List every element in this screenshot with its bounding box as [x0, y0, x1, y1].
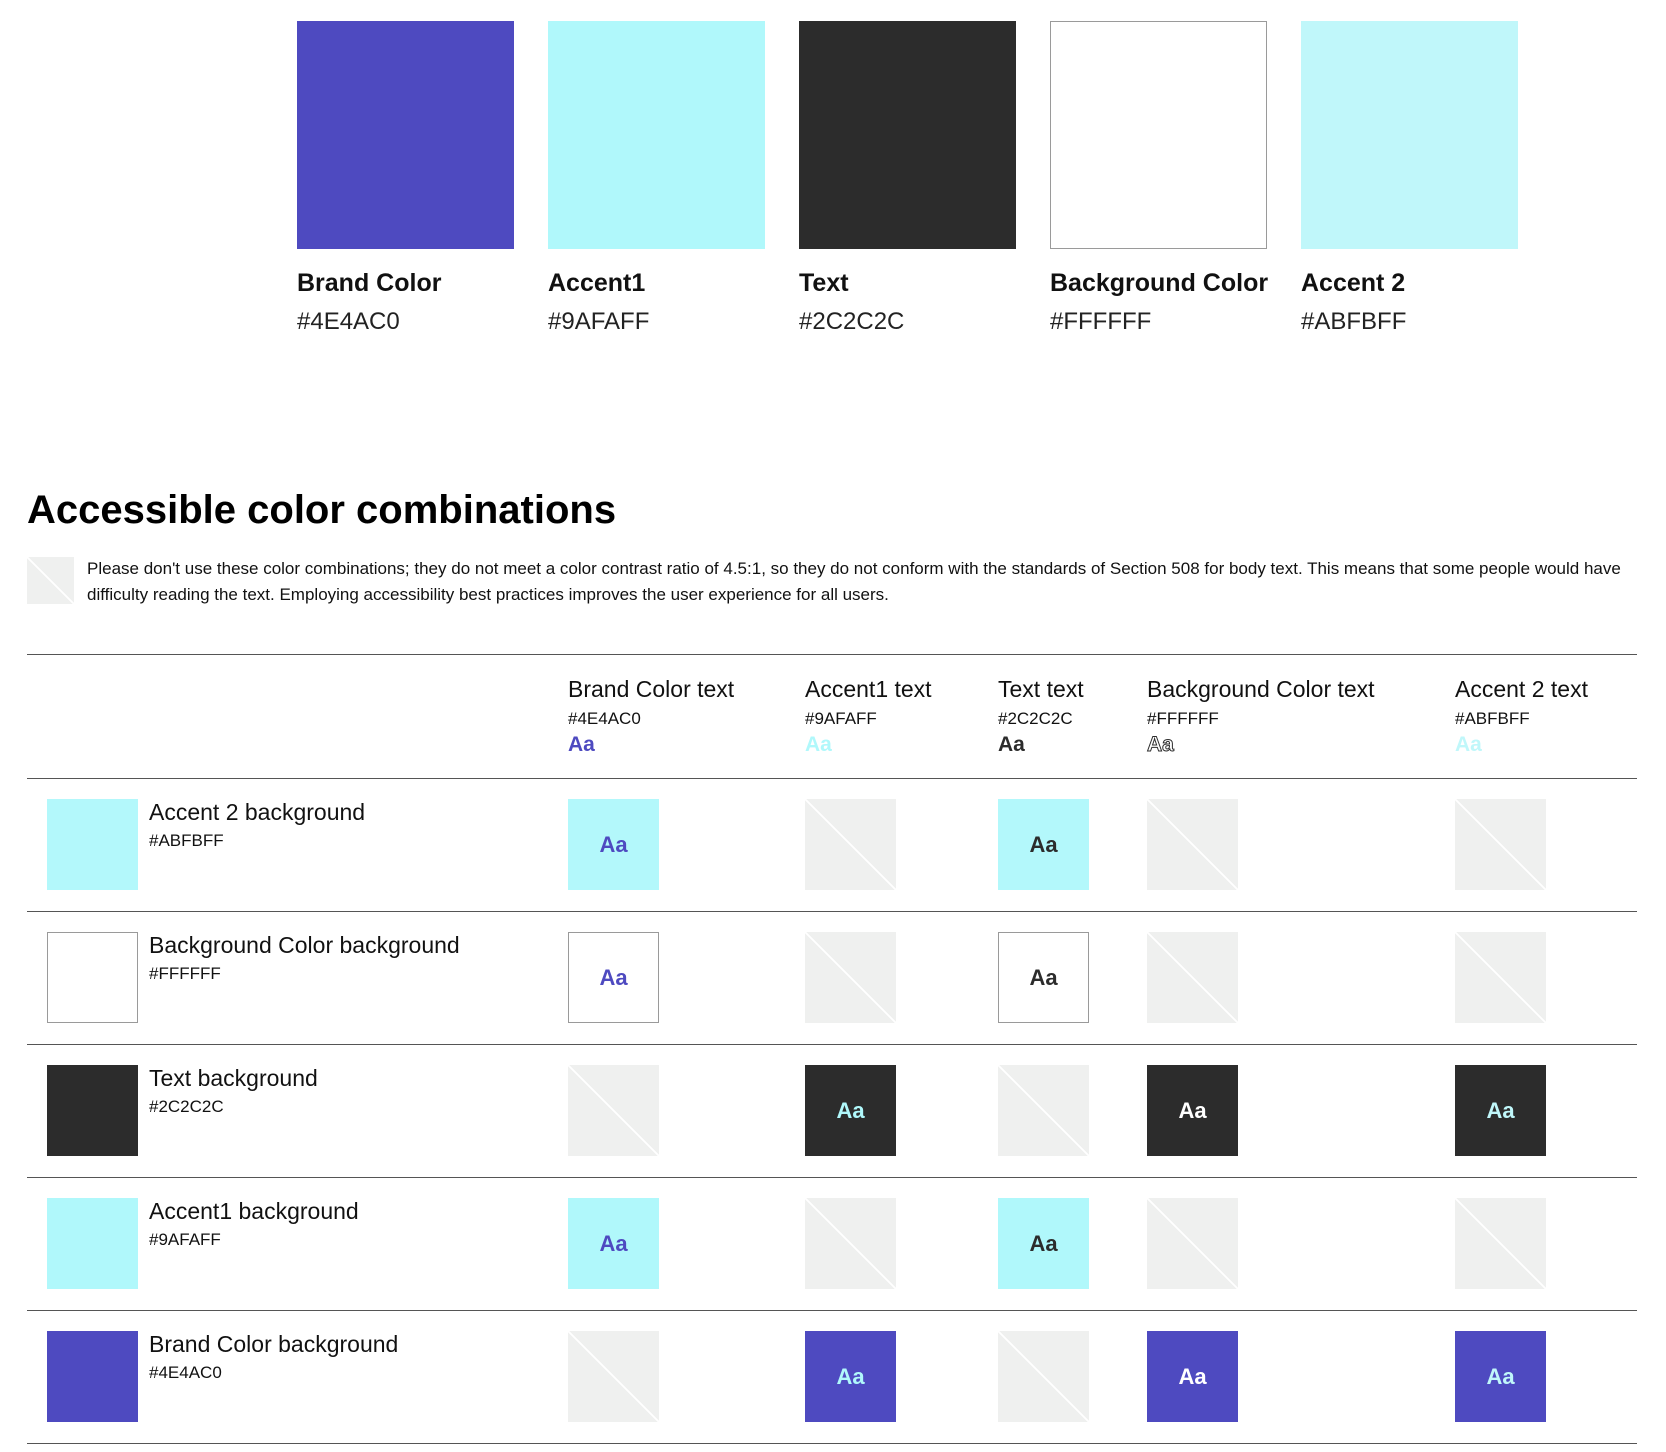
- row-label: Accent 2 background: [149, 799, 366, 825]
- combo-cell: Aa: [1147, 1331, 1238, 1422]
- accessibility-notice: Please don't use these color combinations; they do not meet a color contrast ratio of 4.5:1, so they do not conform with the standards of Section 508 for body text. This means that some people would have difficulty reading the text. Employing accessibility best practices improves the user experience for all users.: [87, 559, 1621, 604]
- row-hex: #4E4AC0: [149, 1363, 222, 1382]
- row-hex: #ABFBFF: [149, 831, 224, 850]
- palette-hex: #2C2C2C: [799, 308, 905, 335]
- palette-swatch: [799, 21, 1016, 249]
- combo-cell: Aa: [568, 799, 659, 890]
- row-swatch: [47, 932, 138, 1023]
- not-accessible-swatch-icon: [27, 557, 74, 604]
- combo-cell: Aa: [998, 932, 1089, 1023]
- palette-hex: #ABFBFF: [1301, 308, 1407, 335]
- inaccessible-combo-icon: [568, 1065, 659, 1156]
- divider: [27, 1443, 1637, 1444]
- combo-cell: Aa: [568, 932, 659, 1023]
- row-label: Text background: [149, 1065, 318, 1091]
- palette-hex: #9AFAFF: [548, 308, 650, 335]
- inaccessible-combo-icon: [998, 1331, 1089, 1422]
- palette-name: Text: [799, 269, 849, 297]
- column-sample: Aa: [568, 733, 595, 756]
- combo-cell: Aa: [568, 1198, 659, 1289]
- row-label: Brand Color background: [149, 1331, 399, 1357]
- palette-hex: #FFFFFF: [1050, 308, 1152, 335]
- row-brand-color-background: [27, 1311, 1637, 1444]
- palette-hex: #4E4AC0: [297, 308, 400, 335]
- column-header-accent1: [805, 676, 932, 757]
- inaccessible-combo-icon: [1455, 932, 1546, 1023]
- inaccessible-combo-icon: [805, 1198, 896, 1289]
- combo-cell: Aa: [805, 1065, 896, 1156]
- palette-card-text: [799, 21, 1016, 336]
- column-header-brand-color: [568, 676, 734, 757]
- combo-cell: Aa: [805, 1331, 896, 1422]
- combo-cell: Aa: [1455, 1065, 1546, 1156]
- palette-name: Accent 2: [1301, 269, 1406, 297]
- divider: [27, 654, 1637, 655]
- column-hex: #4E4AC0: [568, 709, 641, 728]
- inaccessible-combo-icon: [1147, 799, 1238, 890]
- row-accent1-background: [27, 1178, 1637, 1311]
- inaccessible-combo-icon: [1455, 799, 1546, 890]
- row-label: Accent1 background: [149, 1198, 359, 1224]
- column-sample: Aa: [805, 733, 832, 756]
- row-accent-2-background: [27, 779, 1637, 912]
- row-swatch: [47, 1331, 138, 1422]
- palette-swatch: [1050, 21, 1267, 249]
- inaccessible-combo-icon: [1147, 932, 1238, 1023]
- column-sample: Aa: [1455, 733, 1482, 756]
- palette-card-accent-2: [1301, 21, 1518, 336]
- column-label: Brand Color text: [568, 676, 735, 702]
- row-swatch: [47, 1198, 138, 1289]
- column-header-text: [998, 676, 1084, 757]
- palette-card-brand-color: [297, 21, 514, 336]
- palette-card-accent1: [548, 21, 765, 336]
- palette-card-background-color: [1050, 21, 1267, 336]
- column-hex: #FFFFFF: [1147, 709, 1219, 728]
- inaccessible-combo-icon: [568, 1331, 659, 1422]
- palette-name: Brand Color: [297, 269, 442, 297]
- row-hex: #9AFAFF: [149, 1230, 221, 1249]
- row-hex: #2C2C2C: [149, 1097, 224, 1116]
- column-header-background-color: [1147, 676, 1375, 757]
- row-label: Background Color background: [149, 932, 460, 958]
- palette-swatch: [297, 21, 514, 249]
- combo-cell: Aa: [998, 799, 1089, 890]
- row-swatch: [47, 1065, 138, 1156]
- column-hex: #9AFAFF: [805, 709, 877, 728]
- column-sample: Aa: [1147, 733, 1174, 756]
- column-sample: Aa: [998, 733, 1025, 756]
- column-label: Background Color text: [1147, 676, 1375, 702]
- column-label: Accent1 text: [805, 676, 932, 702]
- combo-cell: Aa: [998, 1198, 1089, 1289]
- section-title: Accessible color combinations: [27, 488, 617, 532]
- row-swatch: [47, 799, 138, 890]
- row-hex: #FFFFFF: [149, 964, 221, 983]
- inaccessible-combo-icon: [998, 1065, 1089, 1156]
- combo-cell: Aa: [1147, 1065, 1238, 1156]
- column-hex: #2C2C2C: [998, 709, 1073, 728]
- inaccessible-combo-icon: [805, 799, 896, 890]
- combo-cell: Aa: [1455, 1331, 1546, 1422]
- palette-swatch: [548, 21, 765, 249]
- inaccessible-combo-icon: [1147, 1198, 1238, 1289]
- inaccessible-combo-icon: [805, 932, 896, 1023]
- color-palette: [297, 21, 1657, 341]
- palette-swatch: [1301, 21, 1518, 249]
- column-label: Accent 2 text: [1455, 676, 1588, 702]
- inaccessible-combo-icon: [1455, 1198, 1546, 1289]
- row-text-background: [27, 1045, 1637, 1178]
- column-hex: #ABFBFF: [1455, 709, 1530, 728]
- row-background-color-background: [27, 912, 1637, 1045]
- palette-name: Accent1: [548, 269, 646, 297]
- column-label: Text text: [998, 676, 1084, 702]
- column-header-accent-2: [1455, 676, 1588, 757]
- palette-name: Background Color: [1050, 269, 1269, 297]
